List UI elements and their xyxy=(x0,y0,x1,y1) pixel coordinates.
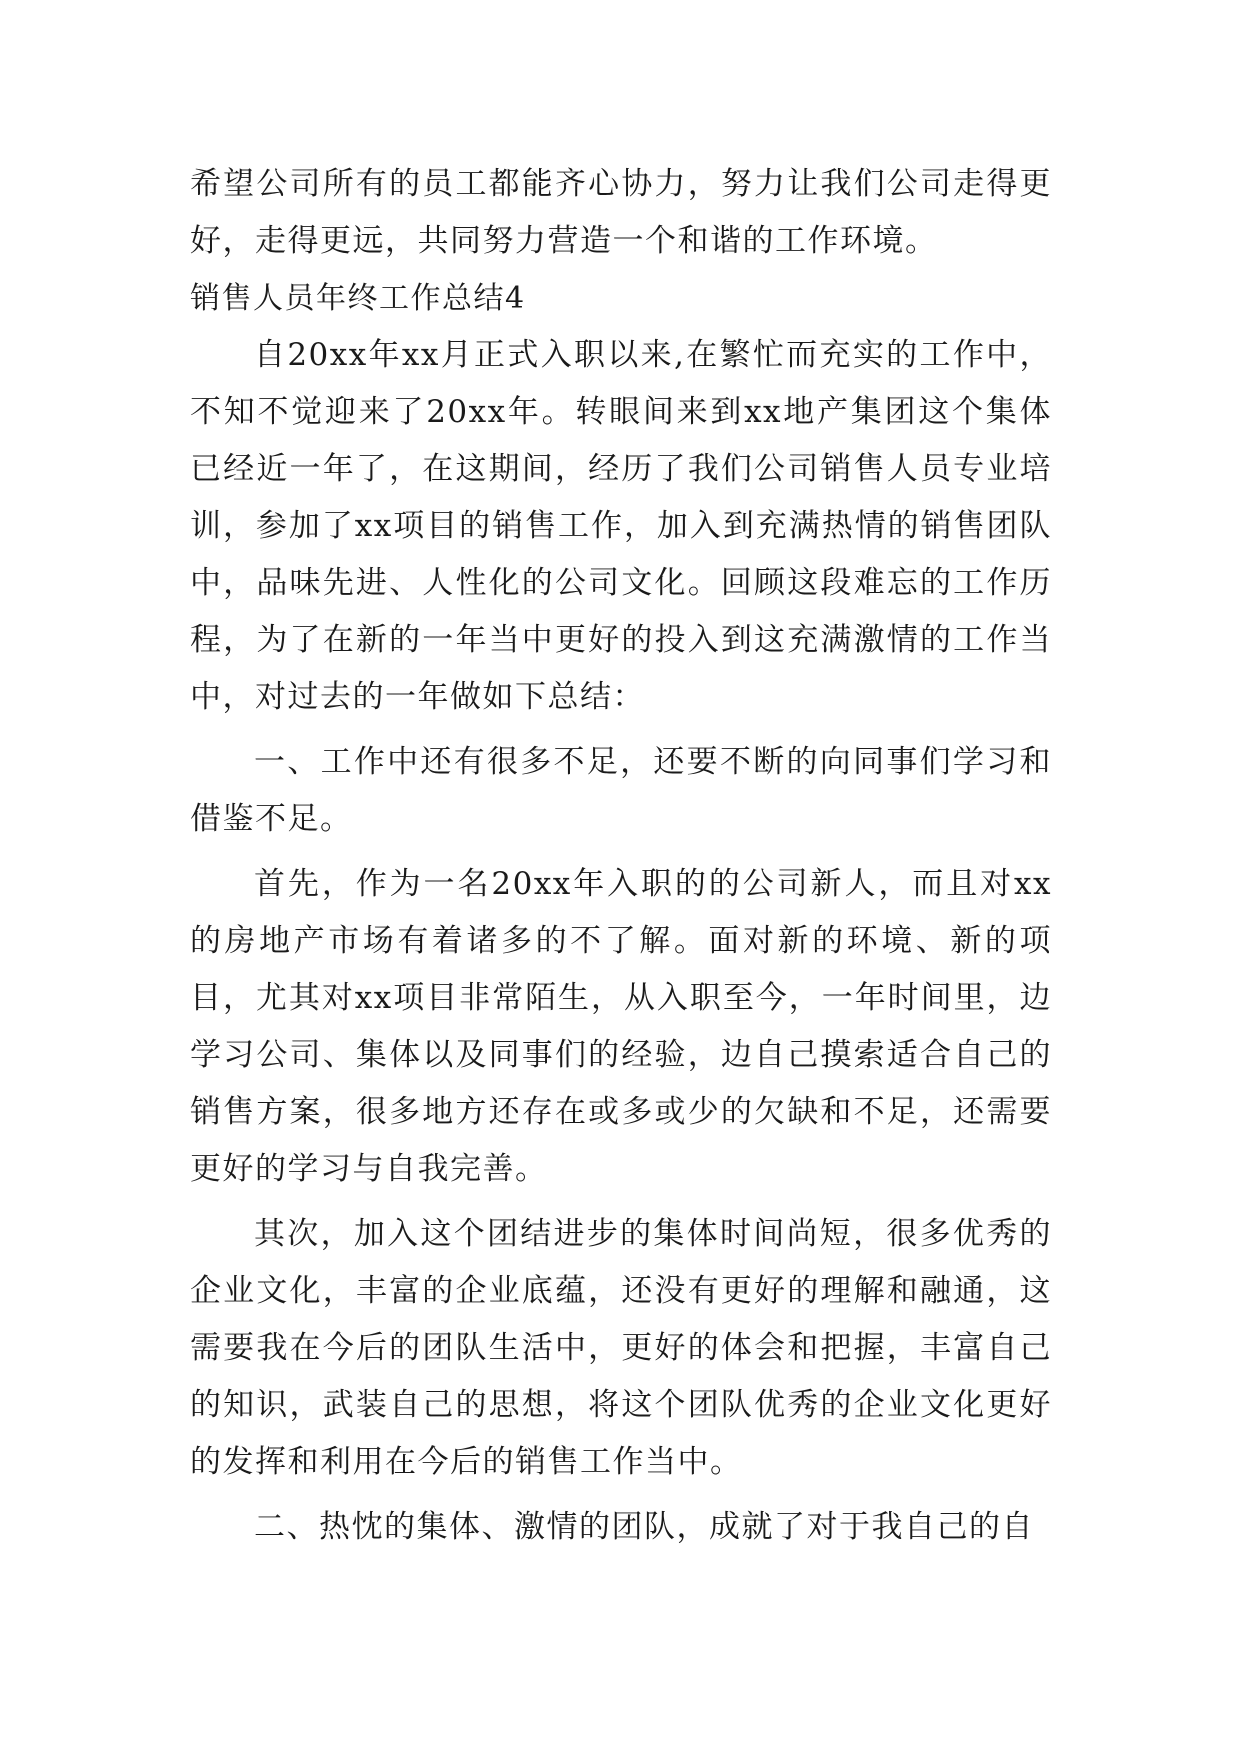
paragraph-second: 其次，加入这个团结进步的集体时间尚短，很多优秀的企业文化，丰富的企业底蕴，还没有更好的理解和融通，这需要我在今后的团队生活中，更好的体会和把握，丰富自己的知识，武装自己的思想，将这个团队优秀的企业文化更好的发挥和利用在今后的销售工作当中。 xyxy=(190,1216,1052,1480)
paragraph-intro: 自20xx年xx月正式入职以来,在繁忙而充实的工作中，不知不觉迎来了20xx年。转眼间来到xx地产集团这个集体已经近一年了，在这期间，经历了我们公司销售人员专业培训，参加了xx项目的销售工作，加入到充满热情的销售团队中，品味先进、人性化的公司文化。回顾这段难忘的工作历程，为了在新的一年当中更好的投入到这充满激情的工作当中，对过去的一年做如下总结： xyxy=(190,337,1052,715)
paragraph-first: 首先，作为一名20xx年入职的的公司新人，而且对xx的房地产市场有着诸多的不了解。面对新的环境、新的项目，尤其对xx项目非常陌生，从入职至今，一年时间里，边学习公司、集体以及同事们的经验，边自己摸索适合自己的销售方案，很多地方还存在或多或少的欠缺和不足，还需要更好的学习与自我完善。 xyxy=(190,866,1052,1187)
section-heading: 销售人员年终工作总结4 xyxy=(190,281,526,316)
paragraph-closing: 希望公司所有的员工都能齐心协力，努力让我们公司走得更好，走得更远，共同努力营造一个和谐的工作环境。 xyxy=(190,166,1052,259)
paragraph-point-one: 一、工作中还有很多不足，还要不断的向同事们学习和借鉴不足。 xyxy=(190,744,1052,837)
paragraph-point-two: 二、热忱的集体、激情的团队，成就了对于我自己的自 xyxy=(254,1509,1034,1545)
document-body xyxy=(190,156,1052,1556)
